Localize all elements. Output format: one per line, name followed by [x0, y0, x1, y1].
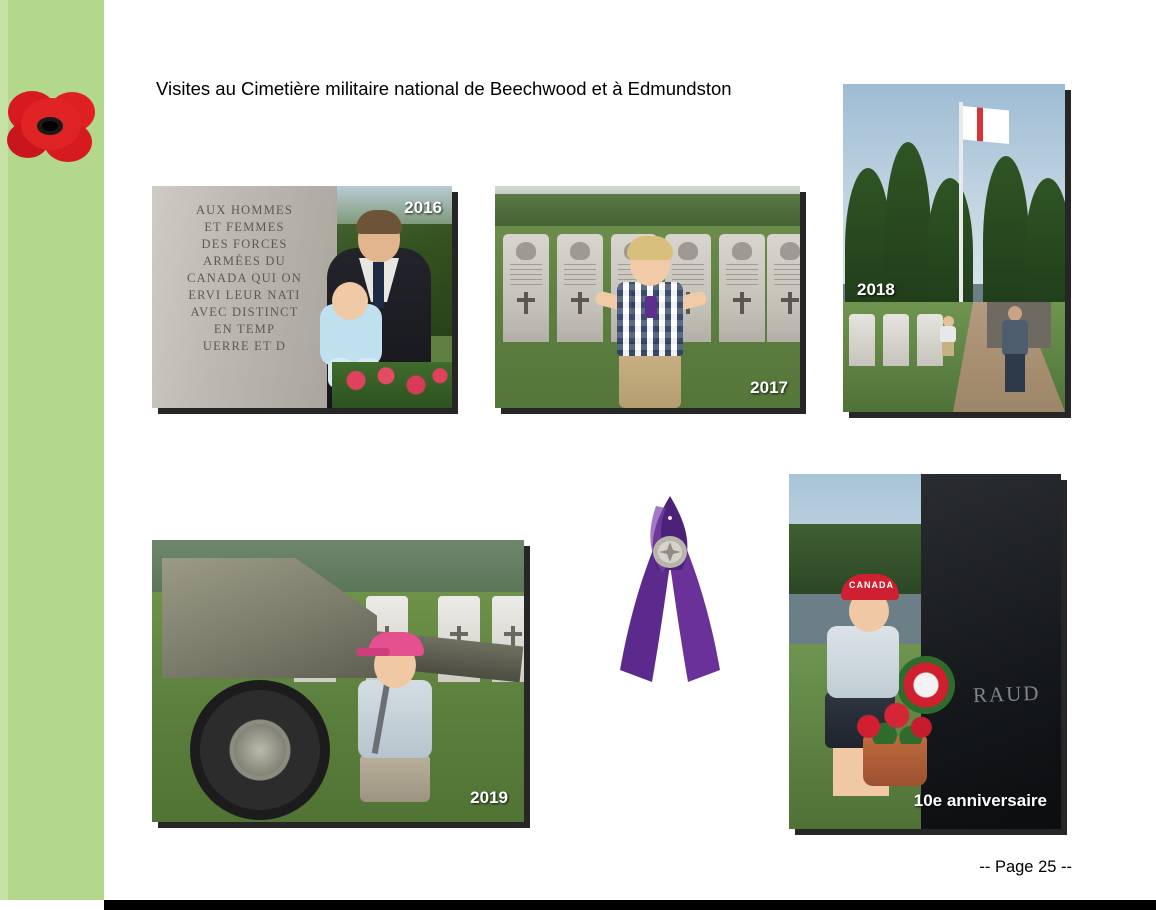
headstone — [557, 234, 603, 342]
photo-caption-2018: 2018 — [857, 280, 895, 299]
cannon-hub — [234, 724, 286, 776]
boy-shirt — [358, 680, 432, 758]
baby-head — [332, 282, 368, 320]
boy-hair — [627, 236, 673, 260]
headstone — [883, 314, 909, 366]
red-flowers — [851, 700, 939, 744]
photo-2017 — [495, 186, 800, 408]
child-figure — [939, 316, 957, 356]
flower-bed — [332, 362, 452, 408]
poppy-icon — [4, 78, 100, 174]
headstone — [503, 234, 549, 342]
photo-anniversaire — [789, 474, 1061, 829]
ribbon-icon — [600, 474, 740, 689]
canada-cap: CANADA — [841, 574, 899, 600]
headstone — [767, 234, 800, 342]
photo-2019 — [152, 540, 524, 822]
man-tie — [373, 262, 384, 308]
tree — [885, 142, 931, 328]
memorial-wall — [921, 474, 1061, 829]
man-hair — [356, 210, 402, 234]
boy-shirt — [617, 282, 683, 356]
canadian-flag-icon — [963, 106, 1009, 144]
wall-engraving: RAUD — [973, 680, 1042, 708]
photo-caption-2019: 2019 — [470, 788, 508, 807]
photo-caption-anniversaire: 10e anniversaire — [913, 791, 1047, 810]
photo-2018 — [843, 84, 1065, 412]
page-title: Visites au Cimetière militaire national de Beechwood et à Edmundston — [156, 78, 732, 99]
man-figure — [999, 306, 1029, 392]
pink-cap — [368, 632, 424, 656]
flagpole — [959, 102, 963, 302]
photo-caption-2017: 2017 — [750, 378, 788, 397]
photo-2016 — [152, 186, 452, 408]
boy-pants — [619, 352, 681, 408]
page-number: -- Page 25 -- — [979, 858, 1072, 876]
band-bottom-white — [0, 900, 104, 910]
bottom-black-bar — [95, 900, 1156, 910]
photo-caption-2016: 2016 — [404, 198, 442, 217]
boy-shirt — [827, 626, 899, 698]
boy-medal — [645, 296, 657, 318]
memorial-inscription: AUX HOMMES ET FEMMES DES FORCES ARMÉES DU CANADA QUI ON ERVI LEUR NATI AVEC DISTINCT EN TEMP UERRE ET D — [187, 203, 302, 353]
headstone — [719, 234, 765, 342]
purple-ribbon — [600, 474, 740, 689]
headstone — [849, 314, 875, 366]
boy-shorts — [360, 754, 430, 802]
